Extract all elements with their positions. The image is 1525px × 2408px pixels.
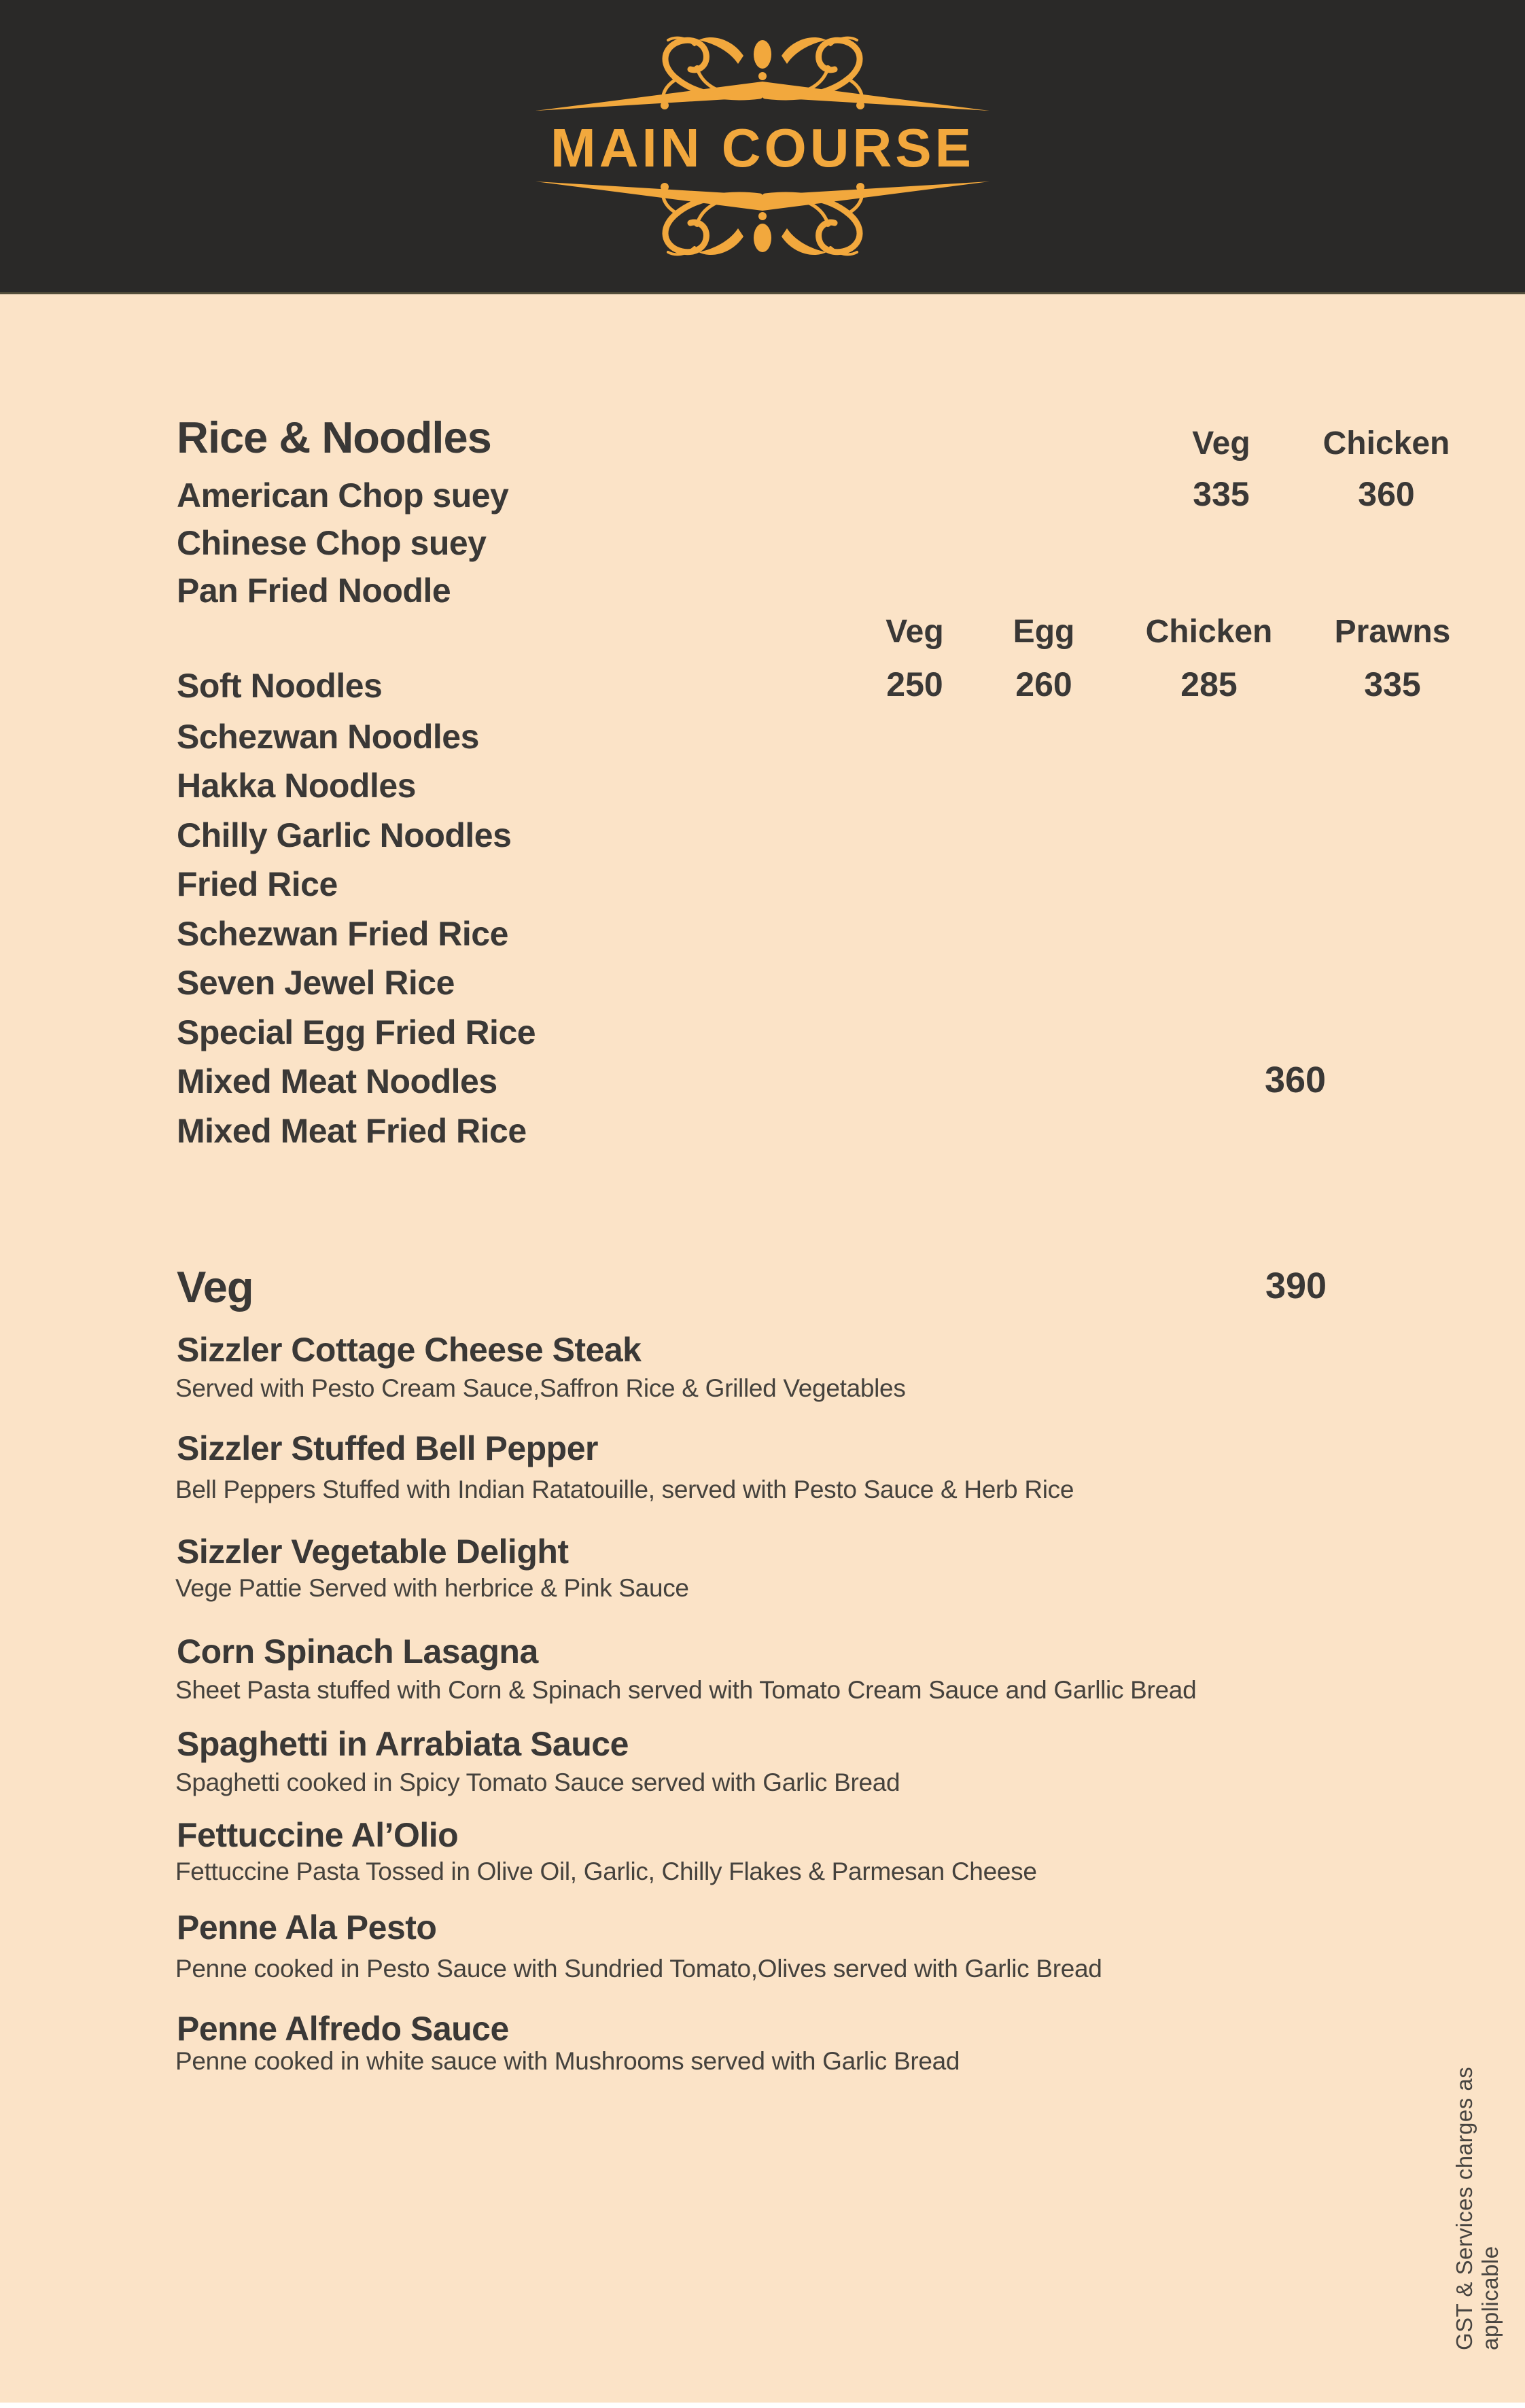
menu-item-name: Sizzler Cottage Cheese Steak [177, 1331, 642, 1369]
price-value: 285 [1180, 665, 1238, 703]
menu-logo [525, 30, 1000, 262]
price-column-header-veg: Veg [1192, 425, 1250, 461]
price-column-header-egg: Egg [1013, 614, 1075, 650]
gst-note: GST & Services charges as applicable [1452, 2066, 1503, 2350]
item-description: Penne cooked in white sauce with Mushrooms served with Garlic Bread [175, 2047, 960, 2075]
menu-item-name: American Chop suey [177, 476, 509, 514]
menu-item-name: Fettuccine Al’Olio [177, 1816, 459, 1854]
menu-item-name: Soft Noodles [177, 667, 383, 705]
price-value: 360 [1264, 1060, 1327, 1100]
item-description: Fettuccine Pasta Tossed in Olive Oil, Garlic, Chilly Flakes & Parmesan Cheese [175, 1857, 1037, 1885]
menu-item-name: Hakka Noodles [177, 767, 416, 805]
item-description: Penne cooked in Pesto Sauce with Sundried Tomato,Olives served with Garlic Bread [175, 1955, 1102, 1983]
price-value: 335 [1364, 665, 1421, 703]
menu-item-name: Corn Spinach Lasagna [177, 1633, 538, 1671]
menu-item-name: Mixed Meat Fried Rice [177, 1112, 527, 1150]
menu-item-name: Pan Fried Noodle [177, 572, 451, 610]
menu-item-name: Seven Jewel Rice [177, 964, 455, 1002]
section-heading-veg: Veg [177, 1262, 253, 1312]
menu-item-name: Penne Ala Pesto [177, 1908, 437, 1947]
item-description: Vege Pattie Served with herbrice & Pink Sauce [175, 1574, 689, 1602]
item-description: Sheet Pasta stuffed with Corn & Spinach served with Tomato Cream Sauce and Garllic Bread [175, 1676, 1197, 1704]
menu-item-name: Sizzler Stuffed Bell Pepper [177, 1429, 598, 1467]
item-description: Spaghetti cooked in Spicy Tomato Sauce served with Garlic Bread [175, 1768, 900, 1796]
menu-title: MAIN COURSE [550, 118, 975, 178]
menu-item-name: Penne Alfredo Sauce [177, 2010, 509, 2048]
menu-item-name: Chilly Garlic Noodles [177, 816, 512, 854]
menu-item-name: Schezwan Noodles [177, 718, 479, 756]
price-value: 250 [886, 665, 943, 703]
price-column-header-chicken: Chicken [1322, 425, 1450, 461]
menu-item-name: Chinese Chop suey [177, 524, 487, 562]
menu-item-name: Special Egg Fried Rice [177, 1013, 536, 1051]
menu-item-name: Schezwan Fried Rice [177, 915, 508, 953]
section-heading-rice-noodles: Rice & Noodles [177, 413, 491, 462]
price-value: 260 [1015, 665, 1072, 703]
menu-item-name: Sizzler Vegetable Delight [177, 1533, 569, 1571]
price-value: 390 [1265, 1266, 1327, 1306]
menu-item-name: Fried Rice [177, 865, 338, 903]
price-column-header-veg: Veg [886, 614, 944, 650]
menu-item-name: Mixed Meat Noodles [177, 1062, 497, 1100]
item-description: Served with Pesto Cream Sauce,Saffron Rice & Grilled Vegetables [175, 1374, 906, 1402]
item-description: Bell Peppers Stuffed with Indian Ratatouille, served with Pesto Sauce & Herb Rice [175, 1476, 1074, 1503]
price-column-header-chicken: Chicken [1145, 614, 1273, 650]
header-band [0, 0, 1525, 294]
menu-item-name: Spaghetti in Arrabiata Sauce [177, 1725, 629, 1763]
price-column-header-prawns: Prawns [1334, 614, 1451, 650]
price-value: 335 [1193, 475, 1250, 513]
price-value: 360 [1358, 475, 1415, 513]
